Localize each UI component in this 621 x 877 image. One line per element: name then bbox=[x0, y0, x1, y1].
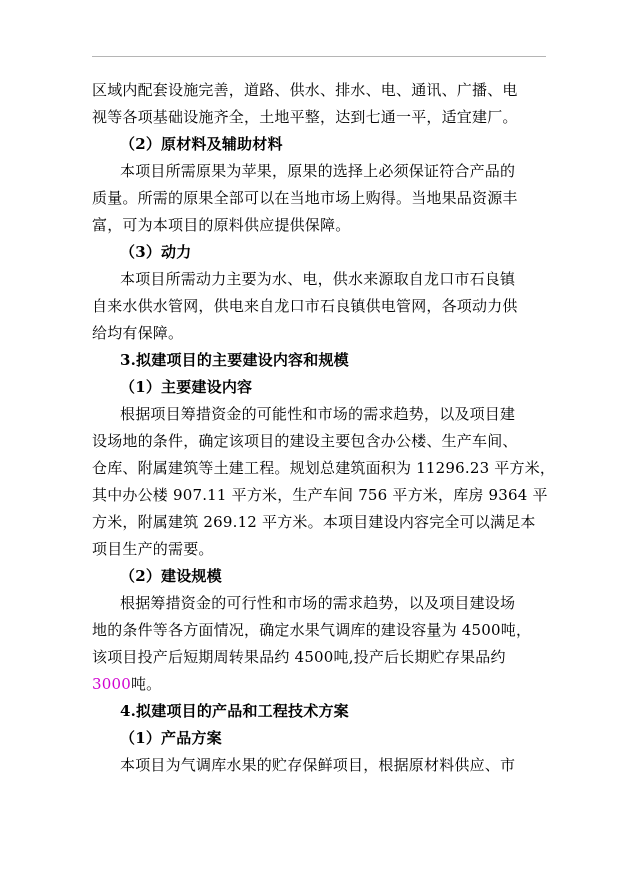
section-heading-3: 3.拟建项目的主要建设内容和规模 bbox=[120, 351, 349, 369]
section-heading-4: 4.拟建项目的产品和工程技术方案 bbox=[120, 702, 349, 720]
subheading-scale: （2）建设规模 bbox=[120, 567, 222, 585]
paragraph-line: 视等各项基础设施齐全，土地平整，达到七通一平，适宜建厂。 bbox=[92, 108, 518, 126]
paragraph-line: 自来水供水管网，供电来自龙口市石良镇供电管网，各项动力供 bbox=[92, 297, 518, 315]
paragraph-line: 质量。所需的原果全部可以在当地市场上购得。当地果品资源丰 bbox=[92, 189, 518, 207]
paragraph-line: 其中办公楼 907.11 平方米，生产车间 756 平方米，库房 9364 平 bbox=[92, 486, 548, 504]
highlighted-value: 3000 bbox=[92, 675, 131, 693]
paragraph-line: 设场地的条件，确定该项目的建设主要包含办公楼、生产车间、 bbox=[92, 432, 518, 450]
subheading-raw-materials: （2）原材料及辅助材料 bbox=[120, 135, 283, 153]
paragraph-line: 给均有保障。 bbox=[92, 324, 184, 342]
subheading-main-content: （1）主要建设内容 bbox=[120, 378, 253, 396]
paragraph-line: 该项目投产后短期周转果品约 4500吨,投产后长期贮存果品约 bbox=[92, 648, 506, 666]
unit-text: 吨。 bbox=[130, 675, 162, 693]
paragraph-line: 根据项目筹措资金的可能性和市场的需求趋势，以及项目建 bbox=[120, 405, 516, 423]
paragraph-line: 区域内配套设施完善，道路、供水、排水、电、通讯、广播、电 bbox=[92, 81, 518, 99]
paragraph-line: 项目生产的需要。 bbox=[92, 540, 214, 558]
paragraph-line: 本项目为气调库水果的贮存保鲜项目，根据原材料供应、市 bbox=[120, 756, 516, 774]
paragraph-line bbox=[92, 674, 161, 694]
paragraph-line: 本项目所需动力主要为水、电，供水来源取自龙口市石良镇 bbox=[120, 270, 516, 288]
paragraph-line: 根据筹措资金的可行性和市场的需求趋势，以及项目建设场 bbox=[120, 594, 516, 612]
header-rule bbox=[92, 56, 546, 57]
paragraph-line: 仓库、附属建筑等土建工程。规划总建筑面积为 11296.23 平方米， bbox=[92, 459, 556, 477]
paragraph-line: 方米，附属建筑 269.12 平方米。本项目建设内容完全可以满足本 bbox=[92, 513, 536, 531]
paragraph-line: 本项目所需原果为苹果，原果的选择上必须保证符合产品的 bbox=[120, 162, 516, 180]
paragraph-line: 富，可为本项目的原料供应提供保障。 bbox=[92, 216, 351, 234]
paragraph-line: 地的条件等各方面情况，确定水果气调库的建设容量为 4500吨， bbox=[92, 621, 532, 639]
subheading-power: （3）动力 bbox=[120, 243, 192, 261]
subheading-product: （1）产品方案 bbox=[120, 729, 222, 747]
